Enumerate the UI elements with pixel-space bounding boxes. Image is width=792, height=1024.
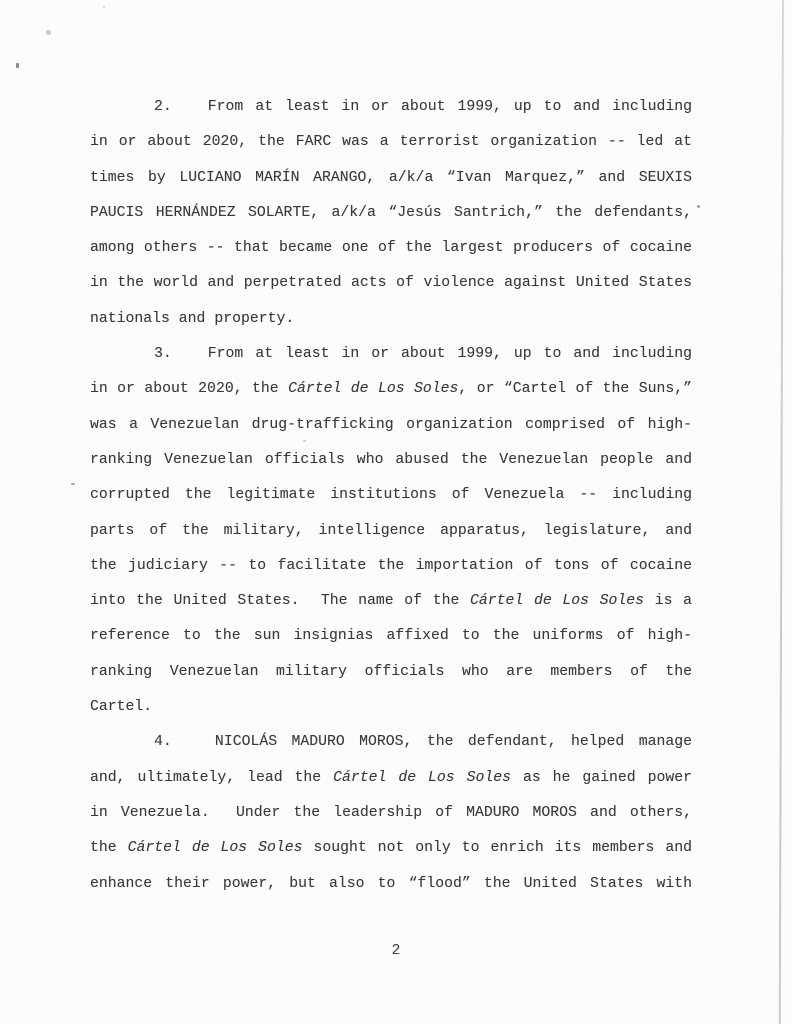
document-line [90, 408, 692, 443]
text-segment: enhance their power, but also to “flood” the United States with [90, 875, 692, 892]
document-line [90, 725, 692, 760]
text-segment: is a [644, 593, 692, 610]
document-line [90, 796, 692, 831]
text-segment: Cartel. [90, 699, 153, 716]
document-line [90, 478, 692, 513]
document-line [90, 514, 692, 549]
document-line [90, 619, 692, 654]
text-segment: 4. NICOLÁS MADURO MOROS, the defendant, helped manage [154, 734, 692, 751]
text-block [90, 90, 692, 902]
document-line [90, 549, 692, 584]
text-segment: the judiciary -- to facilitate the importation of tons of cocaine [90, 557, 692, 574]
scan-speck [46, 30, 51, 35]
text-segment: among others -- that became one of the largest producers of cocaine [90, 240, 692, 257]
document-line [90, 125, 692, 160]
italic-text-segment: Cártel de Los Soles [333, 769, 512, 786]
document-line [90, 761, 692, 796]
scan-speck [303, 440, 306, 442]
document-line [90, 161, 692, 196]
document-line [90, 831, 692, 866]
text-segment: 3. From at least in or about 1999, up to and including [154, 346, 692, 363]
text-segment: sought not only to enrich its members and [302, 840, 692, 857]
document-line [90, 690, 692, 725]
text-segment: in the world and perpetrated acts of violence against United States [90, 275, 692, 292]
document-line [90, 584, 692, 619]
text-segment: 2. From at least in or about 1999, up to and including [154, 99, 692, 115]
document-line [90, 266, 692, 301]
scan-artifact-line [779, 0, 784, 1024]
document-line [90, 443, 692, 478]
scan-speck [16, 63, 19, 68]
document-line [90, 231, 692, 266]
text-segment: times by LUCIANO MARÍN ARANGO, a/k/a “Ivan Marquez,” and SEUXIS [90, 169, 692, 186]
text-segment: corrupted the legitimate institutions of Venezuela -- including [90, 487, 692, 504]
text-segment: nationals and property. [90, 310, 295, 327]
italic-text-segment: Cártel de Los Soles [470, 593, 645, 610]
document-line [90, 372, 692, 407]
page-number: 2 [391, 943, 401, 959]
text-segment: was a Venezuelan drug-trafficking organization comprised of high- [90, 416, 692, 433]
text-segment: ranking Venezuelan military officials who are members of the [90, 663, 692, 680]
text-segment: in Venezuela. Under the leadership of MADURO MOROS and others, [90, 804, 692, 821]
document-line [90, 867, 692, 902]
text-segment: in or about 2020, the FARC was a terrorist organization -- led at [90, 134, 692, 151]
scan-speck [697, 205, 700, 208]
text-segment: into the United States. The name of the [90, 593, 471, 610]
document-line [90, 655, 692, 690]
scan-speck [103, 6, 105, 8]
scan-speck [71, 483, 75, 485]
text-segment: and, ultimately, lead the [90, 769, 334, 786]
text-segment: PAUCIS HERNÁNDEZ SOLARTE, a/k/a “Jesús Santrich,” the defendants, [90, 204, 692, 221]
document-line [90, 337, 692, 372]
italic-text-segment: Cártel de Los Soles [127, 840, 303, 857]
document-line [90, 302, 692, 337]
text-segment: the [90, 840, 128, 857]
text-segment: ranking Venezuelan officials who abused the Venezuelan people and [90, 451, 692, 468]
document-line [90, 196, 692, 231]
text-segment: parts of the military, intelligence apparatus, legislature, and [90, 522, 692, 539]
italic-text-segment: Cártel de Los Soles [288, 381, 459, 398]
document-line [90, 90, 692, 125]
text-segment: as he gained power [511, 769, 692, 786]
text-segment: reference to the sun insignias affixed to the uniforms of high- [90, 628, 692, 645]
text-segment: , or “Cartel of the Suns,” [458, 381, 692, 398]
text-segment: in or about 2020, the [90, 381, 289, 398]
